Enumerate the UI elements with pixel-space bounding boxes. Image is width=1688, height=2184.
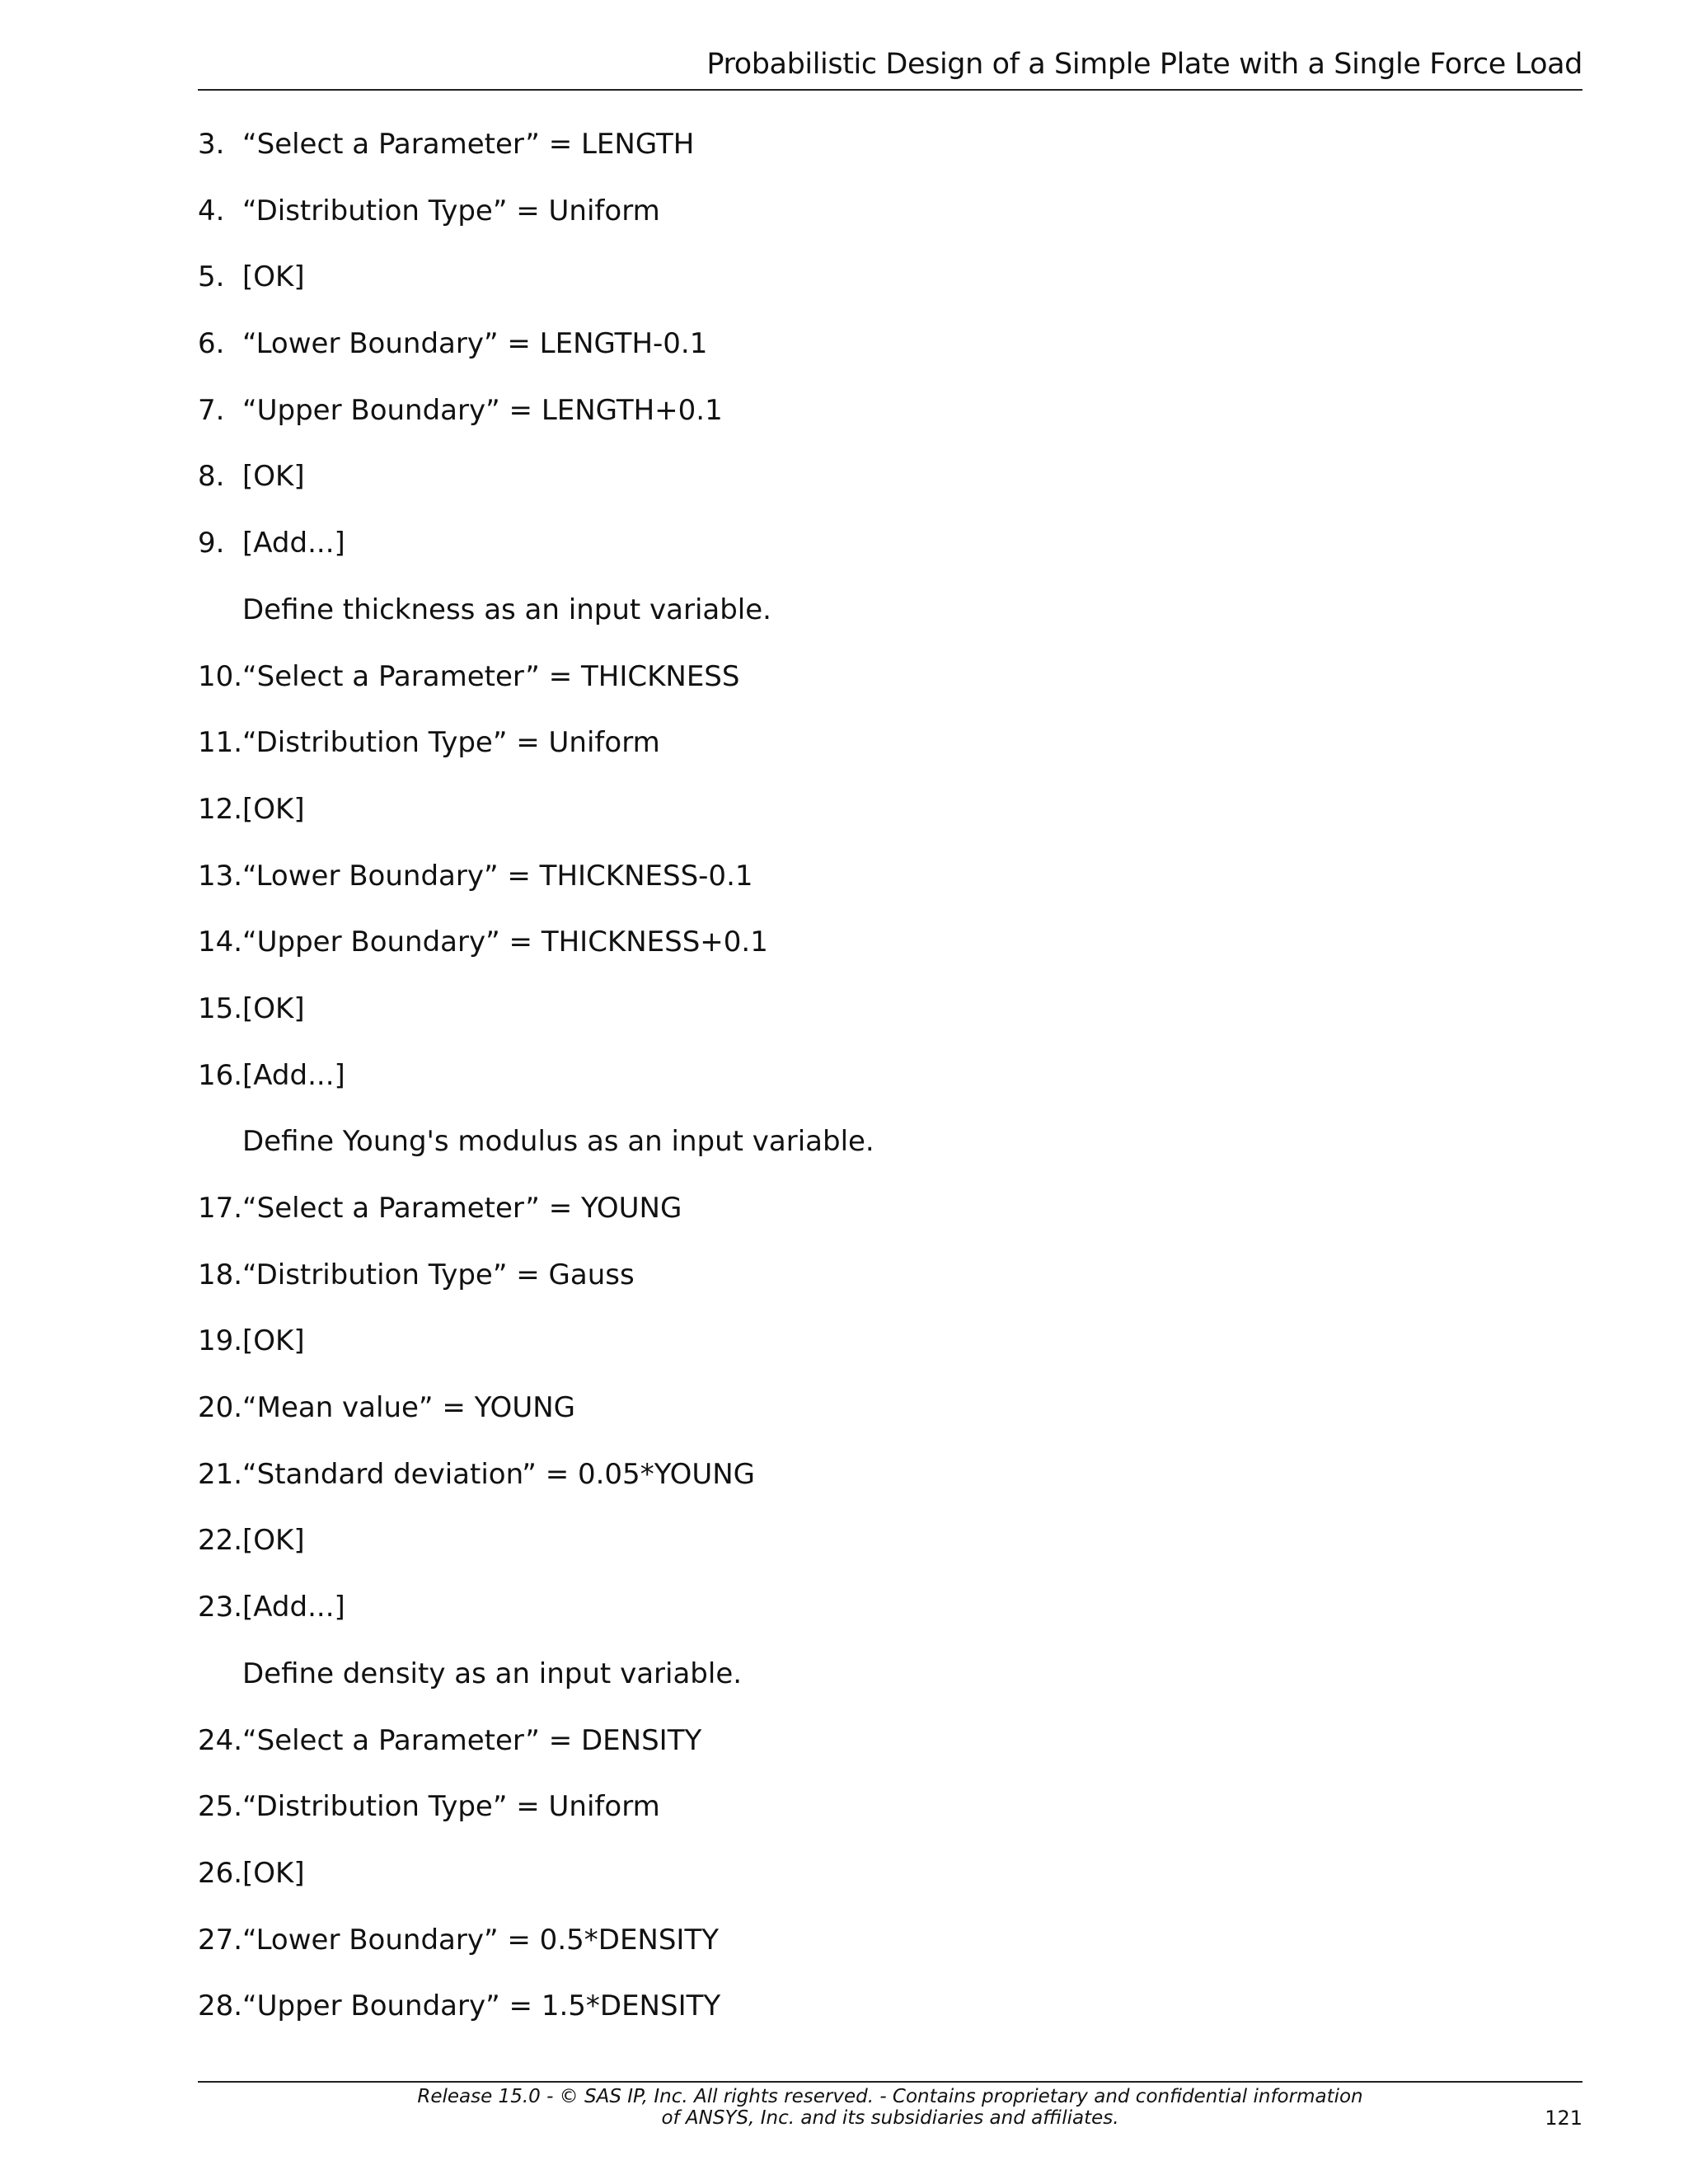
step-text: “Lower Boundary” = THICKNESS-0.1 [242, 859, 753, 893]
step-text: “Select a Parameter” = DENSITY [242, 1723, 702, 1757]
footer-notice-line-2: of ANSYS, Inc. and its subsidiaries and affiliates. [661, 2107, 1119, 2129]
step-text: Define density as an input variable. [242, 1657, 743, 1690]
list-item [198, 1586, 1582, 1653]
list-item [198, 789, 1582, 855]
list-item [198, 190, 1582, 257]
step-number: 22. [198, 1524, 243, 1558]
step-number: 19. [198, 1324, 243, 1358]
step-number: 15. [198, 991, 243, 1025]
step-number: 6. [198, 327, 225, 361]
list-item [198, 656, 1582, 723]
step-number: 8. [198, 460, 225, 494]
list-item [198, 456, 1582, 523]
step-number: 12. [198, 792, 243, 826]
list-item [198, 1320, 1582, 1387]
list-item [198, 1454, 1582, 1521]
step-number: 25. [198, 1790, 243, 1824]
step-text: [Add...] [242, 1058, 345, 1092]
step-number: 4. [198, 194, 225, 227]
step-note [198, 1121, 1582, 1188]
list-item [198, 921, 1582, 988]
footer-notice-line-1: Release 15.0 - © SAS IP, Inc. All rights reserved. - Contains proprietary and confidential information [417, 2086, 1363, 2107]
step-text: [OK] [242, 1524, 305, 1558]
step-number: 21. [198, 1457, 243, 1491]
step-number: 9. [198, 527, 225, 560]
step-number: 23. [198, 1591, 243, 1624]
step-note [198, 589, 1582, 656]
step-number: 20. [198, 1391, 243, 1425]
list-item [198, 722, 1582, 789]
step-text: “Lower Boundary” = 0.5*DENSITY [242, 1923, 719, 1957]
step-text: [Add...] [242, 527, 345, 560]
step-text: “Mean value” = YOUNG [242, 1391, 575, 1425]
step-text: [OK] [242, 1324, 305, 1358]
step-text: “Select a Parameter” = THICKNESS [242, 659, 740, 693]
list-item [198, 988, 1582, 1055]
step-text: “Distribution Type” = Uniform [242, 726, 660, 760]
list-item [198, 855, 1582, 922]
list-item [198, 1853, 1582, 1919]
step-text: “Distribution Type” = Uniform [242, 1790, 660, 1824]
step-text: “Distribution Type” = Uniform [242, 194, 660, 227]
step-number: 24. [198, 1723, 243, 1757]
page-number: 121 [1545, 2107, 1582, 2130]
list-item [198, 1520, 1582, 1586]
step-text: “Upper Boundary” = LENGTH+0.1 [242, 393, 723, 427]
step-text: [OK] [242, 792, 305, 826]
step-text: [OK] [242, 260, 305, 294]
list-item [198, 1786, 1582, 1853]
list-item [198, 390, 1582, 457]
list-item [198, 1254, 1582, 1321]
step-text: “Select a Parameter” = LENGTH [242, 128, 695, 161]
step-text: Define thickness as an input variable. [242, 593, 771, 626]
step-text: Define Young's modulus as an input variable. [242, 1125, 874, 1159]
list-item [198, 323, 1582, 390]
step-text: “Lower Boundary” = LENGTH-0.1 [242, 327, 708, 361]
page-footer [198, 2081, 1582, 2132]
step-number: 17. [198, 1192, 243, 1225]
step-number: 28. [198, 1990, 243, 2023]
page-header-title: Probabilistic Design of a Simple Plate with a Single Force Load [706, 48, 1582, 81]
step-text: [OK] [242, 460, 305, 494]
step-number: 7. [198, 393, 225, 427]
step-number: 18. [198, 1258, 243, 1291]
page-header [198, 43, 1582, 91]
step-list [198, 124, 1582, 2052]
list-item [198, 1919, 1582, 1986]
step-text: “Distribution Type” = Gauss [242, 1258, 635, 1291]
list-item [198, 1188, 1582, 1254]
list-item [198, 1387, 1582, 1454]
step-number: 13. [198, 859, 243, 893]
step-text: “Upper Boundary” = 1.5*DENSITY [242, 1990, 721, 2023]
step-number: 16. [198, 1058, 243, 1092]
step-text: “Standard deviation” = 0.05*YOUNG [242, 1457, 756, 1491]
list-item [198, 256, 1582, 323]
footer-copyright-notice [198, 2086, 1582, 2129]
list-item [198, 124, 1582, 190]
list-item [198, 1720, 1582, 1787]
step-number: 26. [198, 1856, 243, 1890]
step-text: [Add...] [242, 1591, 345, 1624]
step-number: 5. [198, 260, 225, 294]
list-item [198, 1055, 1582, 1122]
step-text: “Upper Boundary” = THICKNESS+0.1 [242, 926, 768, 959]
step-text: [OK] [242, 991, 305, 1025]
step-number: 14. [198, 926, 243, 959]
step-text: “Select a Parameter” = YOUNG [242, 1192, 682, 1225]
step-number: 3. [198, 128, 225, 161]
list-item [198, 523, 1582, 589]
step-number: 27. [198, 1923, 243, 1957]
list-item [198, 1985, 1582, 2052]
step-note [198, 1653, 1582, 1720]
step-number: 10. [198, 659, 243, 693]
step-text: [OK] [242, 1856, 305, 1890]
step-number: 11. [198, 726, 243, 760]
